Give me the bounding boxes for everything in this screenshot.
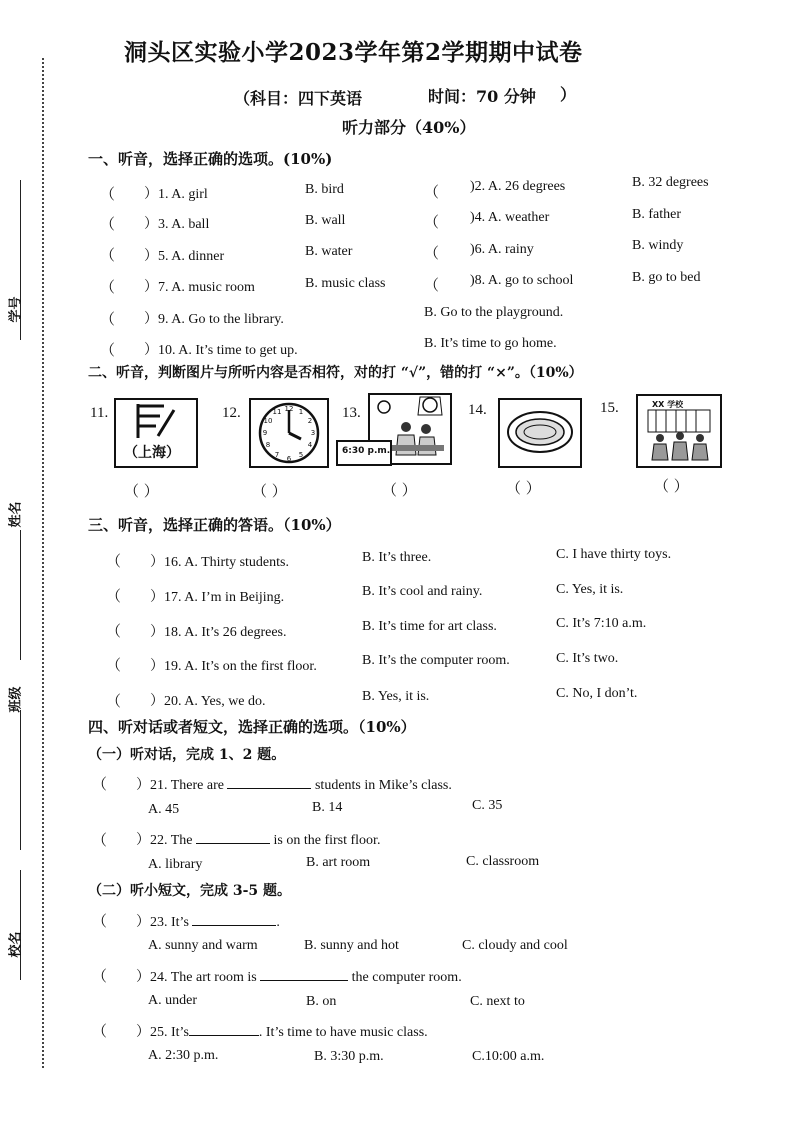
q5-option-b: B. water <box>305 244 353 259</box>
section4-heading: 四、听对话或者短文，选择正确的选项。（10%） <box>88 718 416 736</box>
answer-paren[interactable]: （ <box>106 656 122 674</box>
q6-option-a: )6. A. rainy <box>470 242 534 257</box>
q2-option-b: B. 32 degrees <box>632 175 709 190</box>
school-label: 校名 <box>8 931 24 958</box>
answer-paren[interactable]: （ <box>92 967 108 985</box>
q9-option-b: B. Go to the playground. <box>424 305 564 320</box>
school-sign: XX 学校 <box>652 400 684 409</box>
answer-paren[interactable]: （ <box>106 587 122 605</box>
q12-answer-paren[interactable]: （ ） <box>252 482 287 500</box>
q10-option-b: B. It’s time to go home. <box>424 336 557 351</box>
answer-paren[interactable]: （ <box>424 183 440 201</box>
answer-paren[interactable]: （ <box>106 692 122 710</box>
answer-paren[interactable]: （ <box>100 215 116 233</box>
answer-paren[interactable]: （ <box>92 1022 108 1040</box>
stadium-icon <box>500 400 580 466</box>
time-card-label: 6:30 p.m. <box>342 446 391 456</box>
q25-text-end: . It’s time to have music class. <box>258 1025 428 1040</box>
answer-paren[interactable]: （ <box>106 552 122 570</box>
answer-paren[interactable]: （ <box>424 276 440 294</box>
school-line <box>20 870 21 980</box>
q18-option-b: B. It’s time for art class. <box>362 619 497 634</box>
q22-text: ）22. The <box>136 833 193 848</box>
q22-blank[interactable] <box>196 829 270 844</box>
q25-option-c: C.10:00 a.m. <box>472 1049 545 1064</box>
binding-dotted-line <box>42 58 44 1068</box>
q21-option-c: C. 35 <box>472 798 503 813</box>
q21-option-a: A. 45 <box>148 802 180 817</box>
q16-option-a: ）16. A. Thirty students. <box>150 555 289 570</box>
class-label: 班级 <box>8 686 24 713</box>
q24-option-a: A. under <box>148 993 197 1008</box>
section2-heading: 二、听音，判断图片与所听内容是否相符，对的打 “√”，错的打 “×”。（10%） <box>88 365 583 381</box>
time-info: 时间：70 分钟 <box>428 87 536 106</box>
q24-option-b: B. on <box>306 994 337 1009</box>
answer-paren[interactable]: （ <box>100 341 116 359</box>
q4-option-b: B. father <box>632 207 681 222</box>
q18-option-a: ）18. A. It’s 26 degrees. <box>150 625 287 640</box>
subject-info: （科目：四下英语 <box>234 89 363 108</box>
svg-text:7: 7 <box>274 451 280 459</box>
answer-paren[interactable]: （ <box>424 244 440 262</box>
q7-option-b: B. music class <box>305 276 386 291</box>
svg-text:1: 1 <box>298 408 304 416</box>
q23-option-c: C. cloudy and cool <box>462 938 568 953</box>
name-line <box>20 530 21 660</box>
q17-option-c: C. Yes, it is. <box>556 582 624 597</box>
q21-text: ）21. There are <box>136 778 224 793</box>
picture-playground <box>498 398 582 468</box>
svg-text:6: 6 <box>286 455 292 463</box>
svg-text:10: 10 <box>263 417 273 425</box>
q13-answer-paren[interactable]: （ ） <box>382 481 417 499</box>
picture-school-gate <box>636 394 722 468</box>
q24-option-c: C. next to <box>470 994 525 1009</box>
q13-number: 13. <box>342 405 361 421</box>
q21-option-b: B. 14 <box>312 800 343 815</box>
svg-text:9: 9 <box>262 429 268 437</box>
q9-option-a: ）9. A. Go to the library. <box>144 312 284 327</box>
picture-shanghai-weather <box>114 398 198 468</box>
answer-paren[interactable]: （ <box>92 912 108 930</box>
section4-part2: （二）听小短文，完成 3-5 题。 <box>88 883 292 899</box>
q5-option-a: ）5. A. dinner <box>144 249 225 264</box>
class-line <box>20 710 21 850</box>
shanghai-label: （上海） <box>124 445 180 461</box>
clock-icon <box>251 400 327 466</box>
answer-paren[interactable]: （ <box>424 213 440 231</box>
q17-option-a: ）17. A. I’m in Beijing. <box>150 590 285 605</box>
svg-text:8: 8 <box>265 441 271 449</box>
q22-text-end: is on the first floor. <box>273 833 381 848</box>
answer-paren[interactable]: （ <box>106 622 122 640</box>
time-card <box>336 440 392 466</box>
q24-text-end: the computer room. <box>351 970 462 985</box>
q25-option-a: A. 2:30 p.m. <box>148 1048 219 1063</box>
q2-option-a: )2. A. 26 degrees <box>470 179 566 194</box>
q8-option-b: B. go to bed <box>632 270 701 285</box>
answer-paren[interactable]: （ <box>92 831 108 849</box>
q25-blank[interactable] <box>189 1021 259 1036</box>
q20-option-c: C. No, I don’t. <box>556 686 638 701</box>
q16-option-c: C. I have thirty toys. <box>556 547 672 562</box>
svg-text:5: 5 <box>298 451 304 459</box>
q20-option-a: ）20. A. Yes, we do. <box>150 694 266 709</box>
q22-option-c: C. classroom <box>466 854 540 869</box>
listening-header: 听力部分（40%） <box>342 118 476 137</box>
q21-text-end: students in Mike’s class. <box>314 778 452 793</box>
q24-text: ）24. The art room is <box>136 970 257 985</box>
name-label: 姓名 <box>8 501 24 528</box>
q18-option-c: C. It’s 7:10 a.m. <box>556 616 647 631</box>
q22-option-a: A. library <box>148 857 203 872</box>
q11-number: 11. <box>90 405 109 421</box>
q23-option-b: B. sunny and hot <box>304 938 399 953</box>
q14-number: 14. <box>468 402 487 418</box>
q1-option-a: ）1. A. girl <box>144 187 208 202</box>
answer-paren[interactable]: （ <box>100 278 116 296</box>
q15-number: 15. <box>600 400 619 416</box>
q20-option-b: B. Yes, it is. <box>362 689 430 704</box>
q4-option-a: )4. A. weather <box>470 210 550 225</box>
q7-option-a: ）7. A. music room <box>144 280 255 295</box>
q19-option-a: ）19. A. It’s on the first floor. <box>150 659 317 674</box>
svg-text:4: 4 <box>307 441 313 449</box>
q1-option-b: B. bird <box>305 182 344 197</box>
answer-paren[interactable]: （ <box>92 775 108 793</box>
exam-title: 洞头区实验小学2023学年第2学期期中试卷 <box>124 39 583 66</box>
answer-paren[interactable]: （ <box>100 310 116 328</box>
q3-option-b: B. wall <box>305 213 346 228</box>
q15-answer-paren[interactable]: （ ） <box>654 477 689 495</box>
q12-number: 12. <box>222 405 241 421</box>
q21-blank[interactable] <box>227 774 311 789</box>
student-id-label: 学号 <box>8 296 24 323</box>
svg-text:11: 11 <box>272 408 282 416</box>
q23-option-a: A. sunny and warm <box>148 938 258 953</box>
q19-option-c: C. It’s two. <box>556 651 619 666</box>
q19-option-b: B. It’s the computer room. <box>362 653 510 668</box>
q23-blank[interactable] <box>192 911 276 926</box>
q23-text: ）23. It’s <box>136 915 189 930</box>
q6-option-b: B. windy <box>632 238 684 253</box>
section3-heading: 三、听音，选择正确的答语。（10%） <box>88 516 341 534</box>
section1-heading: 一、听音，选择正确的选项。(10%) <box>88 150 333 168</box>
q14-answer-paren[interactable]: （ ） <box>506 479 541 497</box>
q22-option-b: B. art room <box>306 855 371 870</box>
q23-text-end: . <box>276 915 280 930</box>
q3-option-a: ）3. A. ball <box>144 217 210 232</box>
svg-text:3: 3 <box>310 429 316 437</box>
picture-clock <box>249 398 329 468</box>
wind-flag-icon <box>116 400 196 440</box>
q16-option-b: B. It’s three. <box>362 550 432 565</box>
answer-paren[interactable]: （ <box>100 246 116 264</box>
q10-option-a: ）10. A. It’s time to get up. <box>144 343 298 358</box>
svg-text:12: 12 <box>284 405 294 413</box>
q25-text: ）25. It’s <box>136 1025 189 1040</box>
svg-text:2: 2 <box>307 417 313 425</box>
q17-option-b: B. It’s cool and rainy. <box>362 584 483 599</box>
q8-option-a: )8. A. go to school <box>470 273 574 288</box>
q24-blank[interactable] <box>260 966 348 981</box>
header-close-paren: ） <box>560 85 577 104</box>
answer-paren[interactable]: （ <box>100 185 116 203</box>
q25-option-b: B. 3:30 p.m. <box>314 1049 384 1064</box>
q11-answer-paren[interactable]: （ ） <box>124 482 159 500</box>
section4-part1: （一）听对话，完成 1、2 题。 <box>88 747 286 763</box>
